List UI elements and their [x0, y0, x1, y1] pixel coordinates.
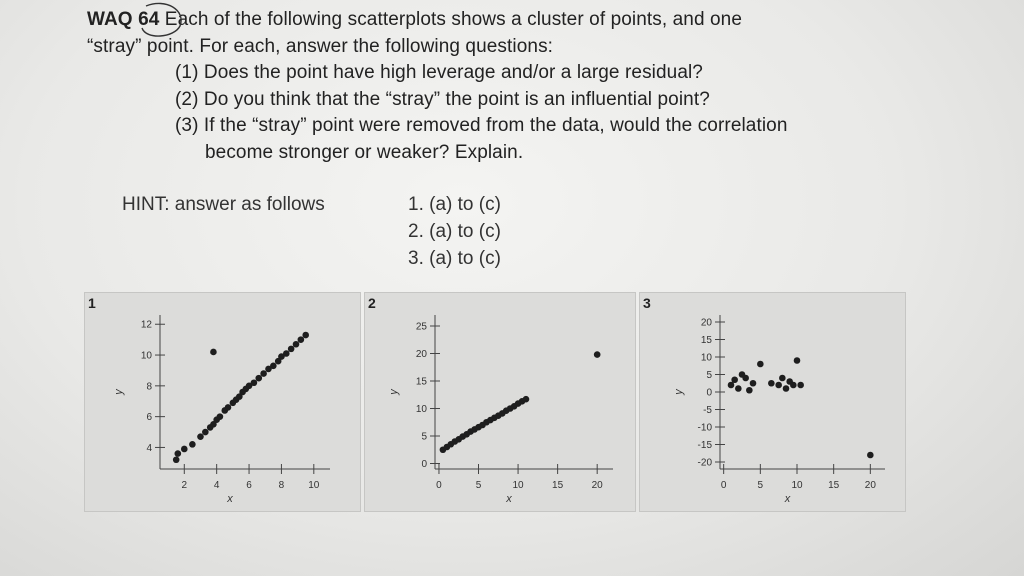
data-point — [210, 349, 217, 356]
y-tick-label: 20 — [700, 317, 712, 329]
x-tick-label: 15 — [828, 480, 840, 491]
y-tick-label: 6 — [146, 412, 152, 424]
scatterplot-panel-1 — [84, 292, 361, 512]
data-point — [173, 456, 180, 463]
y-tick-label: 5 — [421, 431, 427, 443]
data-point — [298, 336, 305, 343]
data-point — [175, 450, 182, 457]
question-intro-line1: Each of the following scatterplots shows a cluster of points, and one — [164, 9, 743, 30]
x-tick-label: 5 — [757, 480, 764, 491]
x-tick-label: 5 — [475, 480, 482, 491]
y-tick-label: 8 — [146, 381, 152, 393]
scatterplot-panel-2 — [364, 292, 636, 512]
y-tick-label: 15 — [700, 335, 712, 346]
x-axis-label: x — [506, 493, 512, 505]
data-point — [790, 382, 797, 389]
data-point — [867, 452, 874, 459]
panel-number-1: 1 — [88, 295, 96, 311]
y-axis-label: y — [673, 389, 685, 395]
scatterplot-panel-3 — [639, 292, 906, 512]
question-intro-line2: “stray” point. For each, answer the following questions: — [87, 36, 554, 57]
y-tick-label: 10 — [700, 352, 712, 364]
data-point — [783, 385, 790, 392]
data-point — [293, 341, 300, 348]
hint-line-1: 1. (a) to (c) — [408, 194, 501, 215]
question-number: WAQ 64 — [87, 9, 160, 30]
x-tick-label: 20 — [864, 480, 876, 491]
data-point — [746, 387, 753, 394]
y-tick-label: -15 — [697, 440, 712, 451]
question-item-3-cont: become stronger or weaker? Explain. — [205, 142, 524, 163]
x-tick-label: 6 — [246, 480, 252, 491]
y-tick-label: -10 — [697, 422, 712, 434]
y-tick-label: 0 — [706, 387, 712, 399]
y-tick-label: 10 — [140, 350, 152, 362]
data-point — [197, 433, 204, 440]
data-point — [288, 346, 295, 353]
x-tick-label: 0 — [436, 480, 442, 491]
question-item-3: (3) If the “stray” point were removed from the data, would the correlation — [175, 115, 788, 136]
handwritten-circle — [136, 0, 188, 40]
x-tick-label: 2 — [181, 480, 188, 491]
data-point — [202, 429, 209, 436]
data-point — [260, 370, 267, 377]
data-point — [735, 385, 742, 392]
data-point — [181, 446, 188, 453]
x-tick-label: 10 — [308, 480, 320, 491]
question-item-2: (2) Do you think that the “stray” the point is an influential point? — [175, 89, 710, 110]
data-point — [270, 363, 277, 370]
x-tick-label: 15 — [552, 480, 564, 491]
y-tick-label: -20 — [697, 457, 712, 469]
y-axis-label: y — [113, 389, 125, 395]
x-tick-label: 0 — [720, 480, 727, 491]
data-point — [251, 379, 258, 386]
y-tick-label: -5 — [703, 405, 712, 416]
data-point — [797, 382, 804, 389]
panel-number-2: 2 — [368, 295, 376, 311]
data-point — [731, 376, 738, 383]
y-axis-label: y — [388, 389, 400, 395]
data-point — [775, 382, 782, 389]
data-point — [302, 332, 309, 339]
y-tick-label: 12 — [140, 319, 152, 331]
y-tick-label: 25 — [415, 321, 427, 333]
data-point — [594, 351, 601, 358]
scatterplot-1 — [85, 293, 360, 511]
y-tick-label: 0 — [421, 459, 427, 470]
y-tick-label: 20 — [415, 349, 427, 360]
data-point — [794, 357, 801, 364]
scatterplot-3 — [640, 293, 905, 511]
hint-label: HINT: answer as follows — [122, 194, 325, 215]
x-axis-label: x — [227, 493, 233, 505]
y-tick-label: 10 — [415, 404, 427, 415]
y-tick-label: 15 — [415, 376, 427, 388]
data-point — [225, 404, 232, 411]
x-tick-label: 8 — [278, 480, 285, 491]
hint-line-2: 2. (a) to (c) — [408, 221, 501, 242]
x-axis-label: x — [784, 493, 791, 505]
question-item-1: (1) Does the point have high leverage and/or a large residual? — [175, 62, 703, 83]
scatterplot-2 — [365, 293, 635, 511]
hint-line-3: 3. (a) to (c) — [408, 248, 501, 269]
panel-number-3: 3 — [643, 295, 651, 311]
data-point — [750, 380, 757, 387]
data-point — [189, 441, 196, 448]
data-point — [283, 350, 290, 357]
x-tick-label: 10 — [512, 480, 524, 491]
y-tick-label: 4 — [146, 442, 152, 454]
data-point — [523, 396, 530, 403]
data-point — [757, 361, 764, 368]
x-tick-label: 10 — [791, 480, 803, 491]
y-tick-label: 5 — [706, 370, 712, 381]
data-point — [742, 375, 749, 382]
data-point — [768, 380, 775, 387]
x-tick-label: 4 — [213, 480, 220, 491]
data-point — [779, 375, 786, 382]
data-point — [217, 413, 224, 420]
x-tick-label: 20 — [591, 480, 603, 491]
data-point — [255, 375, 262, 382]
